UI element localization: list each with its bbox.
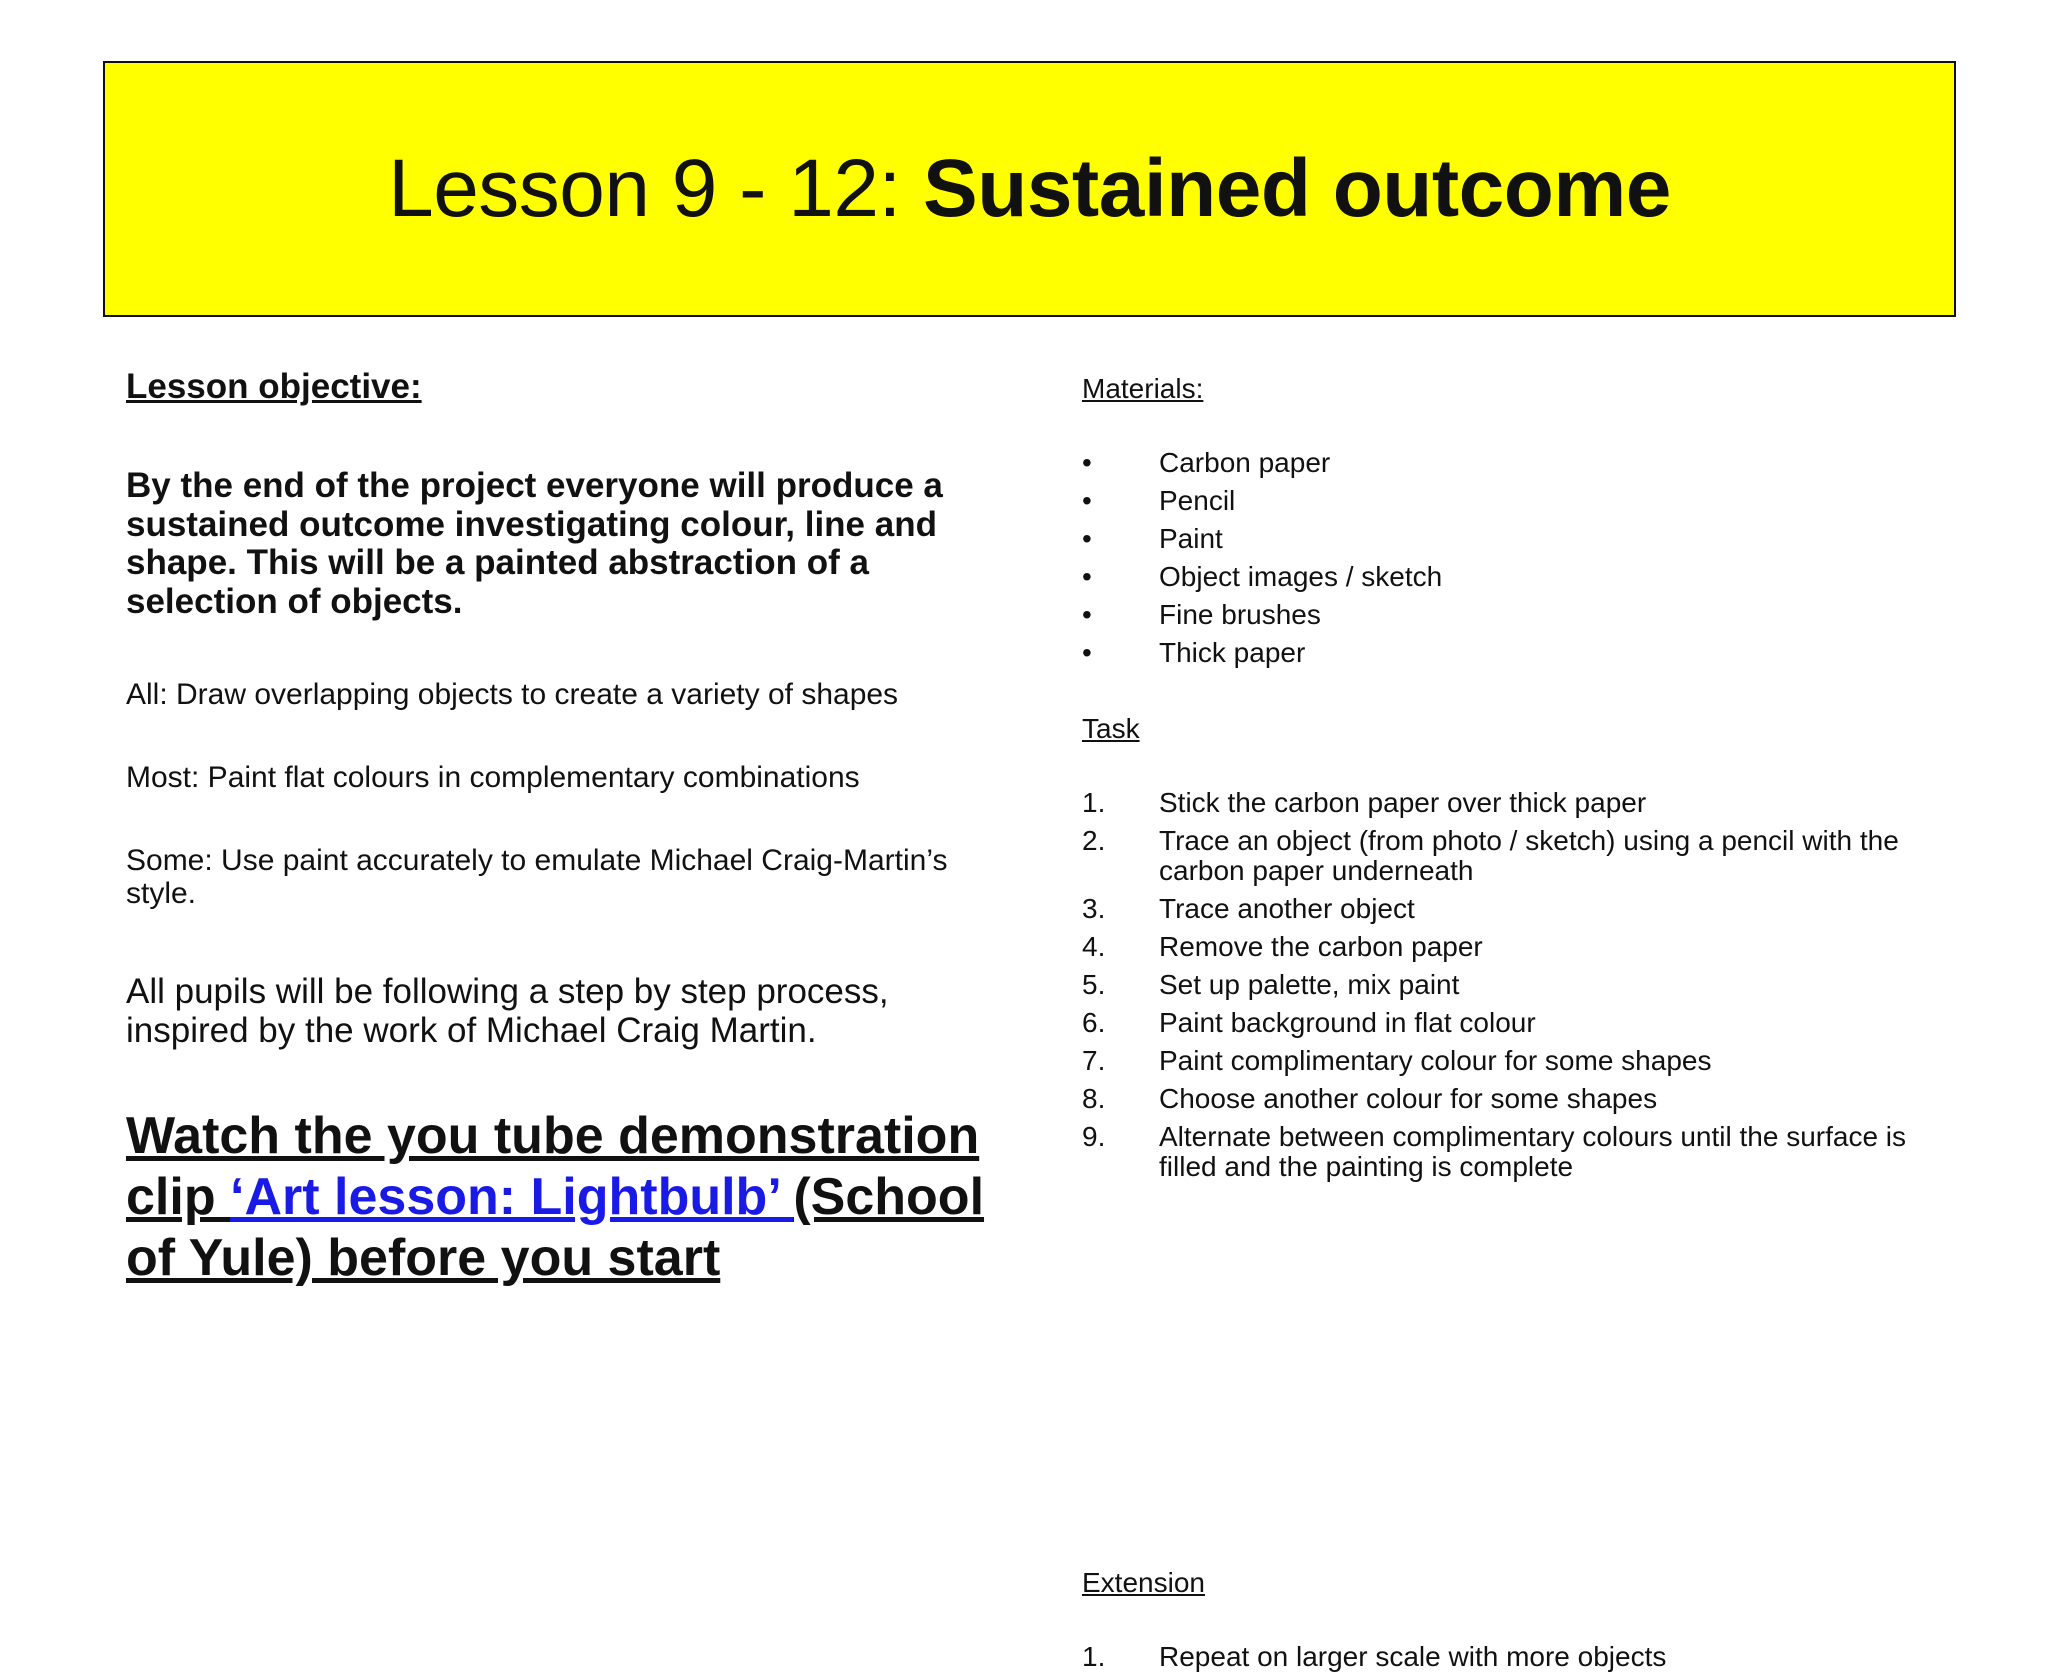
task-item-text: Stick the carbon paper over thick paper — [1159, 787, 1647, 818]
most-outcome: Most: Paint flat colours in complementary combinations — [126, 761, 860, 794]
material-item-marker: • — [1082, 447, 1092, 478]
materials-heading: Materials: — [1082, 373, 1204, 404]
task-item — [1082, 970, 1962, 1000]
material-item-marker: • — [1082, 485, 1092, 516]
task-item-marker: 3. — [1082, 893, 1106, 924]
task-item — [1082, 1046, 1962, 1076]
youtube-link[interactable]: ‘Art lesson: Lightbulb’ — [230, 1167, 794, 1226]
objective-column — [126, 367, 1006, 1287]
task-item — [1082, 932, 1962, 962]
task-item — [1082, 1008, 1962, 1038]
material-item — [1082, 600, 1962, 638]
watch-text-after: (School of Yule) before you start — [126, 1167, 985, 1287]
material-item-text: Pencil — [1159, 485, 1236, 516]
task-item — [1082, 1122, 1962, 1182]
material-item-text: Thick paper — [1159, 637, 1306, 668]
process-text: All pupils will be following a step by step process, inspired by the work of Michael Craig Martin. — [126, 972, 889, 1050]
task-list — [1082, 788, 1962, 1190]
materials-list — [1082, 448, 1962, 676]
title-prefix: Lesson 9 - 12: — [388, 143, 924, 234]
task-item-text: Trace another object — [1159, 893, 1415, 924]
objective-heading: Lesson objective: — [126, 367, 422, 406]
material-item — [1082, 524, 1962, 562]
material-item-text: Fine brushes — [1159, 599, 1321, 630]
material-item — [1082, 638, 1962, 676]
material-item-text: Paint — [1159, 523, 1223, 554]
material-item-marker: • — [1082, 561, 1092, 592]
task-item — [1082, 894, 1962, 924]
material-item-marker: • — [1082, 523, 1092, 554]
task-item-text: Paint complimentary colour for some shapes — [1159, 1045, 1712, 1076]
material-item-marker: • — [1082, 599, 1092, 630]
all-outcome: All: Draw overlapping objects to create a variety of shapes — [126, 678, 899, 711]
task-item — [1082, 788, 1962, 818]
task-item-marker: 6. — [1082, 1007, 1106, 1038]
task-item-text: Set up palette, mix paint — [1159, 969, 1460, 1000]
task-item — [1082, 1084, 1962, 1114]
title-banner — [103, 61, 1956, 317]
task-item-text: Remove the carbon paper — [1159, 931, 1483, 962]
watch-text-before: Watch the you tube demonstration clip — [126, 1107, 980, 1226]
extension-item-text: Repeat on larger scale with more objects — [1159, 1641, 1667, 1672]
some-outcome: Some: Use paint accurately to emulate Michael Craig-Martin’s style. — [126, 844, 948, 910]
material-item — [1082, 448, 1962, 486]
task-item-marker: 4. — [1082, 931, 1106, 962]
task-item-marker: 5. — [1082, 969, 1106, 1000]
material-item-text: Object images / sketch — [1159, 561, 1443, 592]
extension-list — [1082, 1642, 1962, 1672]
task-heading: Task — [1082, 713, 1140, 744]
title-emphasis: Sustained outcome — [923, 143, 1671, 234]
objective-text: By the end of the project everyone will produce a sustained outcome investigating colour, line and shape. This will be a painted abstraction of a selection of objects. — [126, 466, 943, 621]
material-item-text: Carbon paper — [1159, 447, 1331, 478]
material-item — [1082, 562, 1962, 600]
slide-title — [388, 143, 1671, 234]
task-item-text: Trace an object (from photo / sketch) using a pencil with the carbon paper underneath — [1159, 825, 1899, 886]
task-item-marker: 8. — [1082, 1083, 1106, 1114]
task-item-marker: 1. — [1082, 787, 1106, 818]
material-item-marker: • — [1082, 637, 1092, 668]
task-item-marker: 9. — [1082, 1121, 1106, 1152]
extension-heading: Extension — [1082, 1567, 1205, 1598]
material-item — [1082, 486, 1962, 524]
watch-instruction — [126, 1106, 1006, 1288]
task-item-marker: 7. — [1082, 1045, 1106, 1076]
task-item-marker: 2. — [1082, 825, 1106, 856]
extension-item-marker: 1. — [1082, 1641, 1106, 1672]
task-item-text: Alternate between complimentary colours until the surface is filled and the painting is complete — [1159, 1121, 1907, 1182]
task-item-text: Choose another colour for some shapes — [1159, 1083, 1658, 1114]
task-item-text: Paint background in flat colour — [1159, 1007, 1536, 1038]
extension-item — [1082, 1642, 1962, 1672]
task-item — [1082, 826, 1962, 886]
